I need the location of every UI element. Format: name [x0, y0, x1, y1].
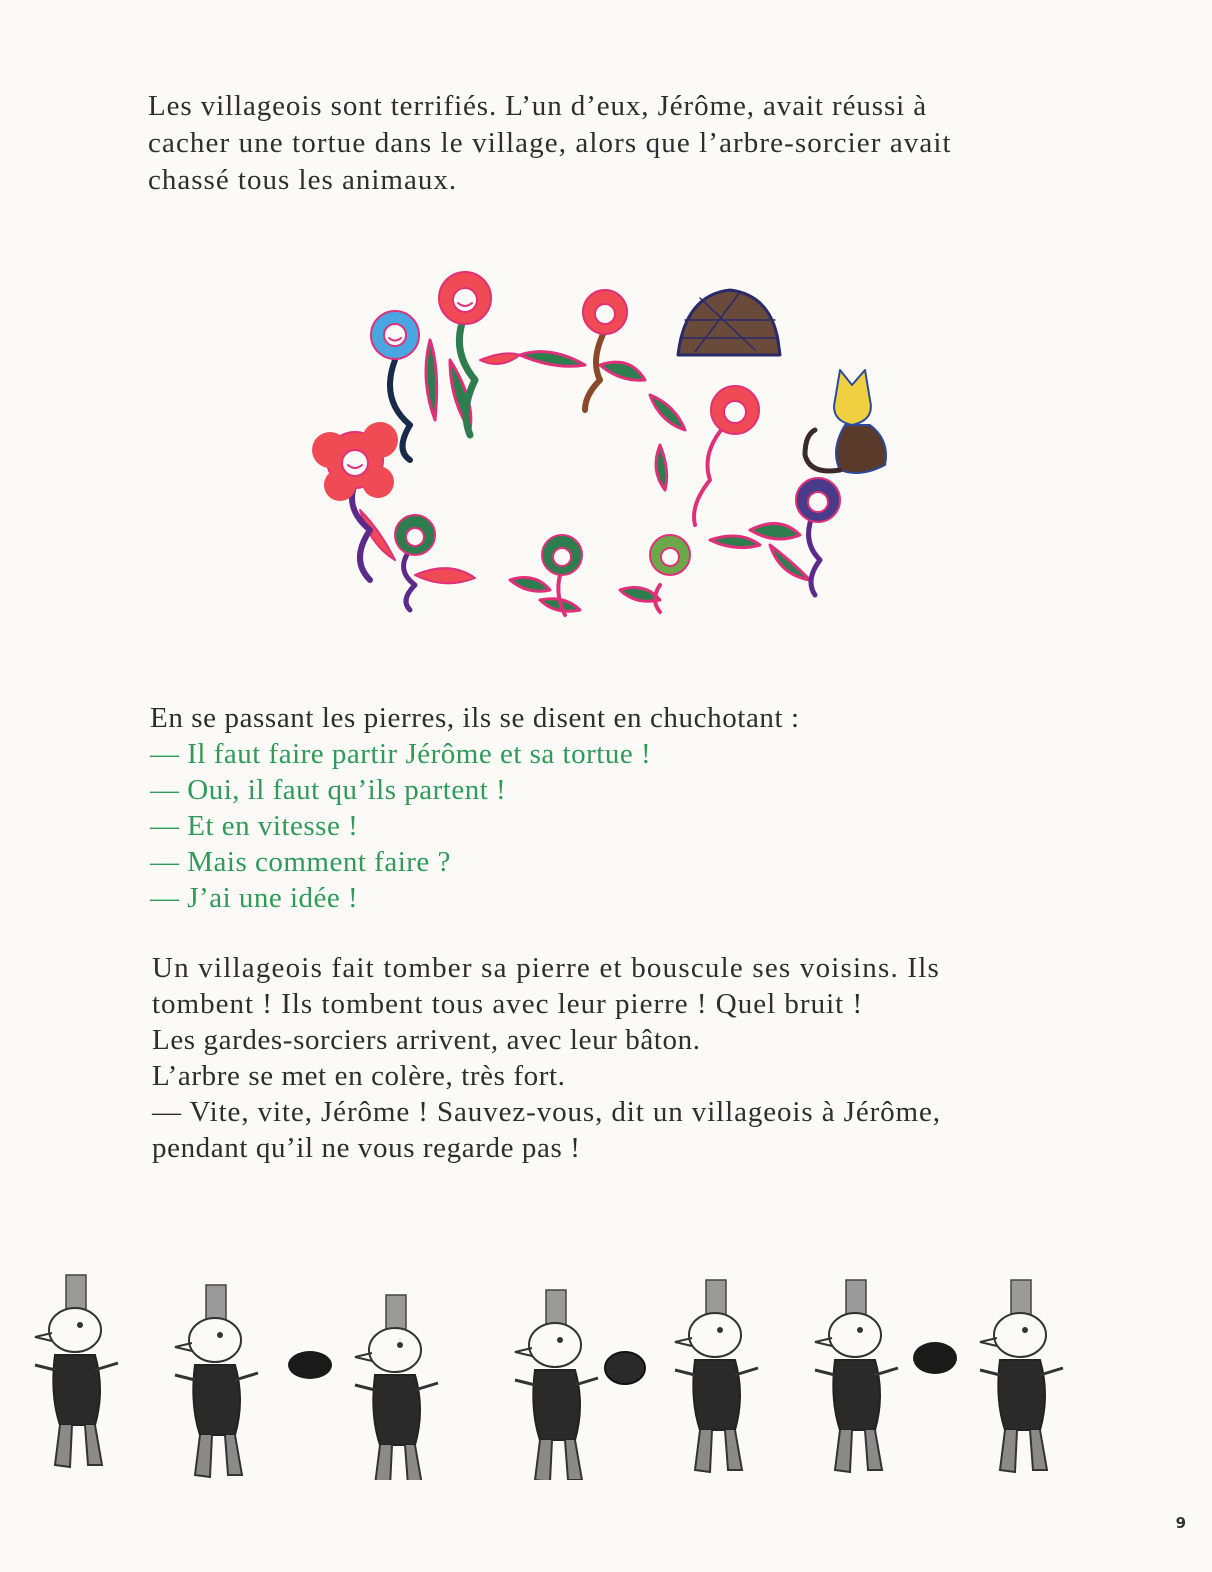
leaf-shape [770, 545, 810, 580]
text-line: cacher une tortue dans le village, alors que l’arbre-sorcier avait [148, 127, 952, 159]
stem [694, 420, 730, 525]
text-line: Un villageois fait tomber sa pierre et bouscule ses voisins. Ils [152, 952, 940, 984]
red-flower [439, 272, 491, 324]
leaf-shape [426, 340, 437, 420]
stem [585, 330, 605, 410]
guard-figure [175, 1285, 258, 1477]
text-line: chassé tous les animaux. [148, 164, 458, 196]
dialogue-line: — Et en vitesse ! [150, 810, 359, 842]
text-line: pendant qu’il ne vous regarde pas ! [152, 1132, 581, 1164]
dialogue-line: — Oui, il faut qu’ils partent ! [150, 774, 507, 806]
stem [404, 550, 415, 610]
dialogue-intro: En se passant les pierres, ils se disent en chuchotant : [150, 702, 800, 734]
guard-figure [675, 1280, 758, 1472]
green-flower [542, 535, 582, 575]
stone [605, 1352, 645, 1384]
blue-flower [371, 311, 419, 359]
text-line: Les villageois sont terrifiés. L’un d’eux, Jérôme, avait réussi à [148, 90, 928, 122]
leaf-shape [510, 578, 550, 592]
stone [288, 1351, 332, 1379]
leaf-shape [650, 395, 685, 430]
text-line: L’arbre se met en colère, très fort. [152, 1060, 566, 1092]
dialogue-line: — Mais comment faire ? [150, 846, 451, 878]
dialogue-line: — Il faut faire partir Jérôme et sa tortue ! [150, 738, 652, 770]
text-line: tombent ! Ils tombent tous avec leur pierre ! Quel bruit ! [152, 988, 864, 1020]
red-flower [583, 290, 627, 334]
leaf-shape [520, 352, 585, 367]
dialogue-line: — J’ai une idée ! [150, 882, 359, 914]
green-flower [395, 515, 435, 555]
stone [913, 1342, 957, 1374]
turtle-drawing [678, 290, 780, 355]
leaf-shape [656, 445, 667, 490]
cat-drawing [805, 370, 886, 473]
guard-figure [35, 1275, 118, 1467]
big-red-flower [312, 422, 398, 501]
guard-figure [515, 1290, 598, 1480]
red-flower [711, 386, 759, 434]
purple-flower [796, 478, 840, 522]
paragraph-intro [148, 88, 1048, 199]
guard-figure [355, 1295, 438, 1480]
guard-figure [980, 1280, 1063, 1472]
text-line: Les gardes-sorciers arrivent, avec leur bâton. [152, 1024, 701, 1056]
dialogue-block [150, 700, 1050, 916]
green-flower [650, 535, 690, 575]
guard-figure [815, 1280, 898, 1472]
text-line: — Vite, vite, Jérôme ! Sauvez-vous, dit un villageois à Jérôme, [152, 1096, 941, 1128]
paragraph-story [152, 950, 1052, 1166]
red-leaf-shape [415, 568, 475, 583]
flowers-turtle-cat-drawing [300, 260, 900, 630]
leaf-shape [600, 362, 645, 380]
leaf-shape [750, 524, 800, 539]
red-leaf-shape [480, 353, 520, 364]
guards-and-stones-drawing [20, 1270, 1090, 1480]
page-number: 9 [1175, 1514, 1186, 1532]
leaf-shape [710, 536, 760, 548]
